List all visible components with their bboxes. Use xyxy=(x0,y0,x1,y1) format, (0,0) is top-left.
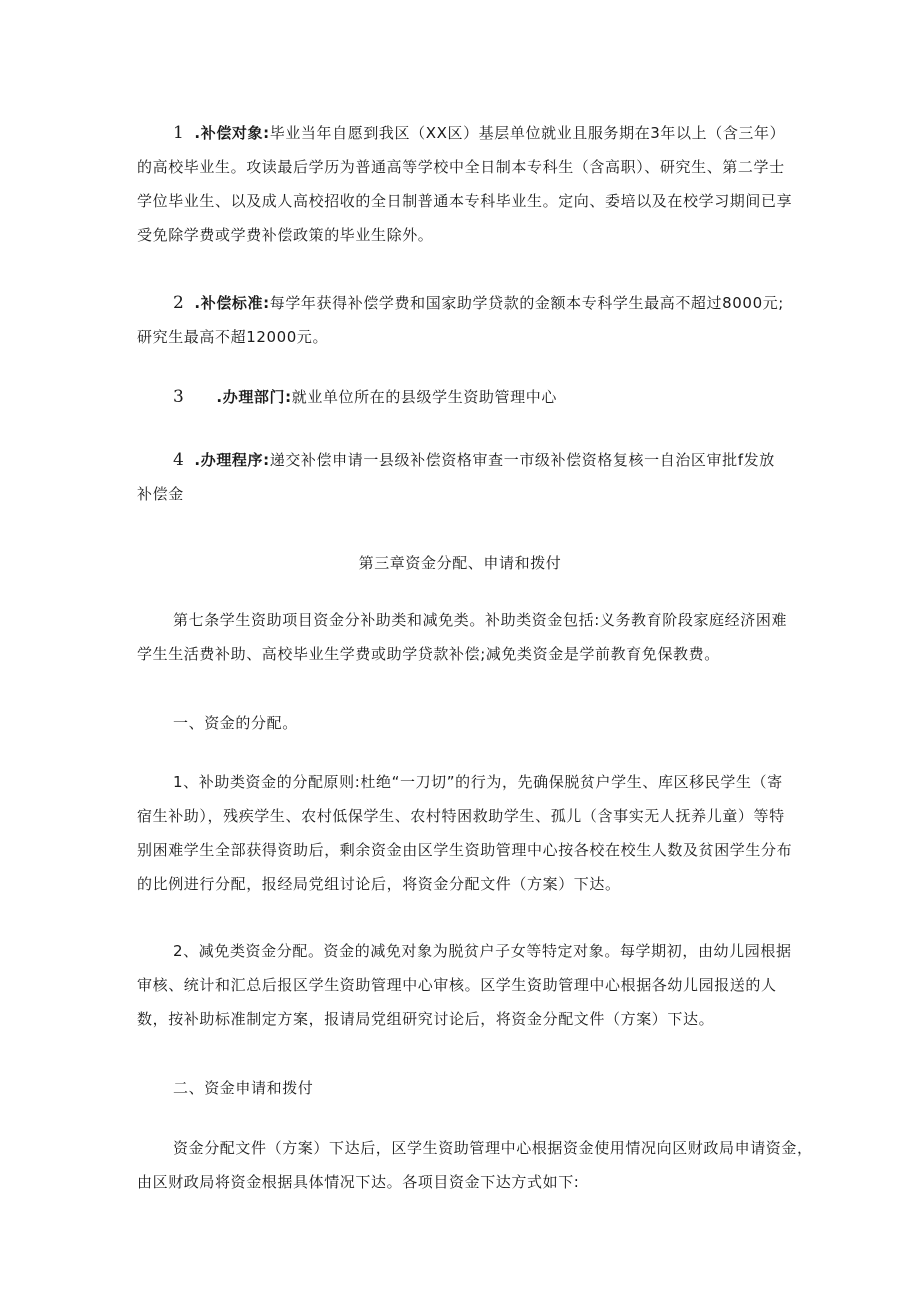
paragraph-line: 第七条学生资助项目资金分补助类和减免类。补助类资金包括:义务教育阶段家庭经济困难 xyxy=(173,611,788,629)
item-1-paragraph xyxy=(137,116,805,252)
section-2-paragraph-1 xyxy=(137,1131,813,1199)
section-1-paragraph-1 xyxy=(137,765,805,901)
chapter-title: 第三章资金分配、申请和拨付 xyxy=(358,554,562,572)
item-text-line: 补偿金 xyxy=(137,485,184,503)
item-label: .补偿标准: xyxy=(194,294,270,312)
item-text-line: 研究生最高不超12000元。 xyxy=(137,328,329,346)
item-text-line: 递交补偿申请一县级补偿资格审查一市级补偿资格复核一自治区审批f发放 xyxy=(269,451,775,469)
article-7-paragraph xyxy=(137,603,805,671)
paragraph-line: 学生生活费补助、高校毕业生学费或助学贷款补偿;减免类资金是学前教育免保教费。 xyxy=(137,645,720,663)
item-4-paragraph xyxy=(137,443,805,511)
section-1-heading xyxy=(137,706,805,740)
paragraph-line: 宿生补助），残疾学生、农村低保学生、农村特困救助学生、孤儿（含事实无人抚养儿童）等特 xyxy=(137,807,785,825)
paragraph-line: 审核、统计和汇总后报区学生资助管理中心审核。区学生资助管理中心根据各幼儿园报送的人 xyxy=(137,976,777,994)
paragraph-line: 的比例进行分配，报经局党组讨论后，将资金分配文件（方案）下达。 xyxy=(137,875,621,893)
item-text-line: 毕业当年自愿到我区（XX区）基层单位就业且服务期在3年以上（含三年） xyxy=(269,124,786,142)
item-label: .办理程序: xyxy=(194,451,270,469)
item-text-line: 受免除学费或学费补偿政策的毕业生除外。 xyxy=(137,226,434,244)
paragraph-line: 2、减免类资金分配。资金的减免对象为脱贫户子女等特定对象。每学期初，由幼儿园根据 xyxy=(173,942,792,960)
item-3-paragraph xyxy=(137,380,805,414)
section-title: 一、资金的分配。 xyxy=(173,714,298,732)
item-text-line: 就业单位所在的县级学生资助管理中心 xyxy=(291,388,557,406)
item-number: 4 xyxy=(173,450,185,470)
paragraph-line: 1、补助类资金的分配原则:杜绝“一刀切”的行为，先确保脱贫户学生、库区移民学生（寄 xyxy=(173,773,783,791)
item-text-line: 学位毕业生、以及成人高校招收的全日制普通本专科毕业生。定向、委培以及在校学习期间已享 xyxy=(137,192,793,210)
item-label: .补偿对象: xyxy=(194,124,270,142)
item-number: 1 xyxy=(173,123,185,143)
item-label: .办理部门: xyxy=(216,388,292,406)
paragraph-line: 数，按补助标准制定方案，报请局党组研究讨论后，将资金分配文件（方案）下达。 xyxy=(137,1010,715,1028)
paragraph-line: 由区财政局将资金根据具体情况下达。各项目资金下达方式如下: xyxy=(137,1173,580,1191)
paragraph-line: 资金分配文件（方案）下达后，区学生资助管理中心根据资金使用情况向区财政局申请资金， xyxy=(173,1139,813,1157)
section-title: 二、资金申请和拨付 xyxy=(173,1079,314,1097)
item-2-paragraph xyxy=(137,286,805,354)
item-number: 2 xyxy=(173,293,185,313)
paragraph-line: 别困难学生全部获得资助后，剩余资金由区学生资助管理中心按各校在校生人数及贫困学生分布 xyxy=(137,841,793,859)
section-2-heading xyxy=(137,1071,805,1105)
item-number: 3 xyxy=(173,387,185,407)
item-text-line: 的高校毕业生。攻读最后学历为普通高等学校中全日制本专科生（含高职）、研究生、第二学士 xyxy=(137,158,785,176)
section-1-paragraph-2 xyxy=(137,934,805,1036)
item-text-line: 每学年获得补偿学费和国家助学贷款的金额本专科学生最高不超过8000元; xyxy=(269,294,784,312)
